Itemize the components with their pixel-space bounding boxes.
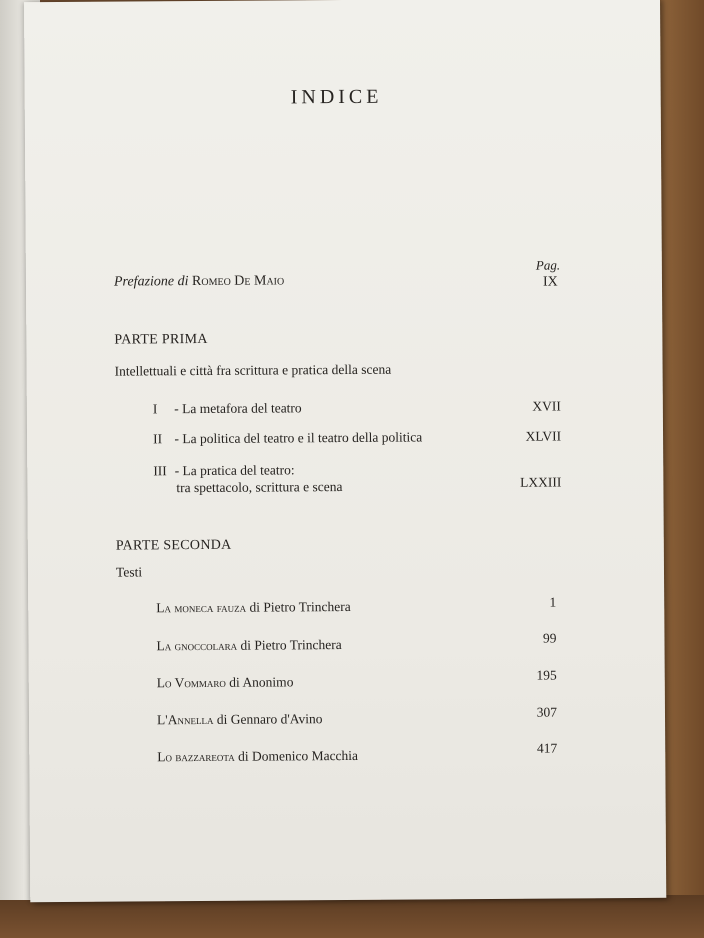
- text-page: 99: [542, 630, 557, 646]
- chapter-entry: [153, 400, 302, 417]
- chapter-title-continued: tra spettacolo, scrittura e scena: [176, 479, 343, 496]
- work-title: Lo Vommaro: [156, 674, 226, 691]
- work-title: Lo bazzareota: [157, 748, 235, 765]
- text-page: 195: [536, 667, 557, 683]
- text-entry: [156, 599, 351, 616]
- work-title: La gnoccolara: [156, 637, 238, 654]
- text-page: 417: [536, 740, 558, 756]
- work-author: di Gennaro d'Avino: [216, 711, 323, 727]
- part-two-heading: PARTE SECONDA: [115, 537, 232, 554]
- work-title: La moneca fauza: [156, 599, 247, 616]
- chapter-entry: [153, 462, 294, 479]
- text-page: 1: [549, 594, 557, 610]
- part-one-heading: PARTE PRIMA: [114, 331, 208, 348]
- chapter-entry: [153, 429, 422, 447]
- work-title: L'Annella: [156, 711, 214, 728]
- text-page: 307: [536, 704, 558, 720]
- book-page: [24, 0, 666, 902]
- preface-page: IX: [542, 274, 558, 290]
- chapter-page: XLVII: [525, 428, 562, 444]
- chapter-page: XVII: [532, 398, 561, 414]
- part-two-subtitle: Testi: [115, 564, 143, 580]
- part-one-subtitle: Intellettuali e città fra scrittura e pratica della scena: [114, 361, 392, 379]
- chapter-title: - La metafora del teatro: [174, 400, 302, 417]
- work-author: di Pietro Trinchera: [240, 637, 342, 653]
- text-entry: [157, 748, 358, 765]
- work-author: di Anonimo: [229, 674, 294, 690]
- text-entry: [157, 674, 294, 691]
- page-column-heading: Pag.: [535, 257, 561, 273]
- preface-entry: [114, 273, 284, 290]
- page-title: INDICE: [290, 85, 383, 109]
- work-author: di Pietro Trinchera: [249, 598, 351, 615]
- preface-label: Prefazione di: [113, 274, 189, 290]
- chapter-title: - La pratica del teatro:: [174, 462, 295, 479]
- chapter-page: LXXIII: [520, 474, 562, 490]
- preface-author: Romeo De Maio: [191, 273, 285, 290]
- text-entry: [156, 637, 341, 654]
- chapter-number: I: [152, 401, 158, 417]
- work-author: di Domenico Macchia: [238, 747, 359, 764]
- chapter-title: - La politica del teatro e il teatro della politica: [174, 429, 423, 447]
- chapter-number: II: [153, 431, 163, 447]
- chapter-number: III: [153, 463, 167, 479]
- text-entry: [157, 711, 323, 728]
